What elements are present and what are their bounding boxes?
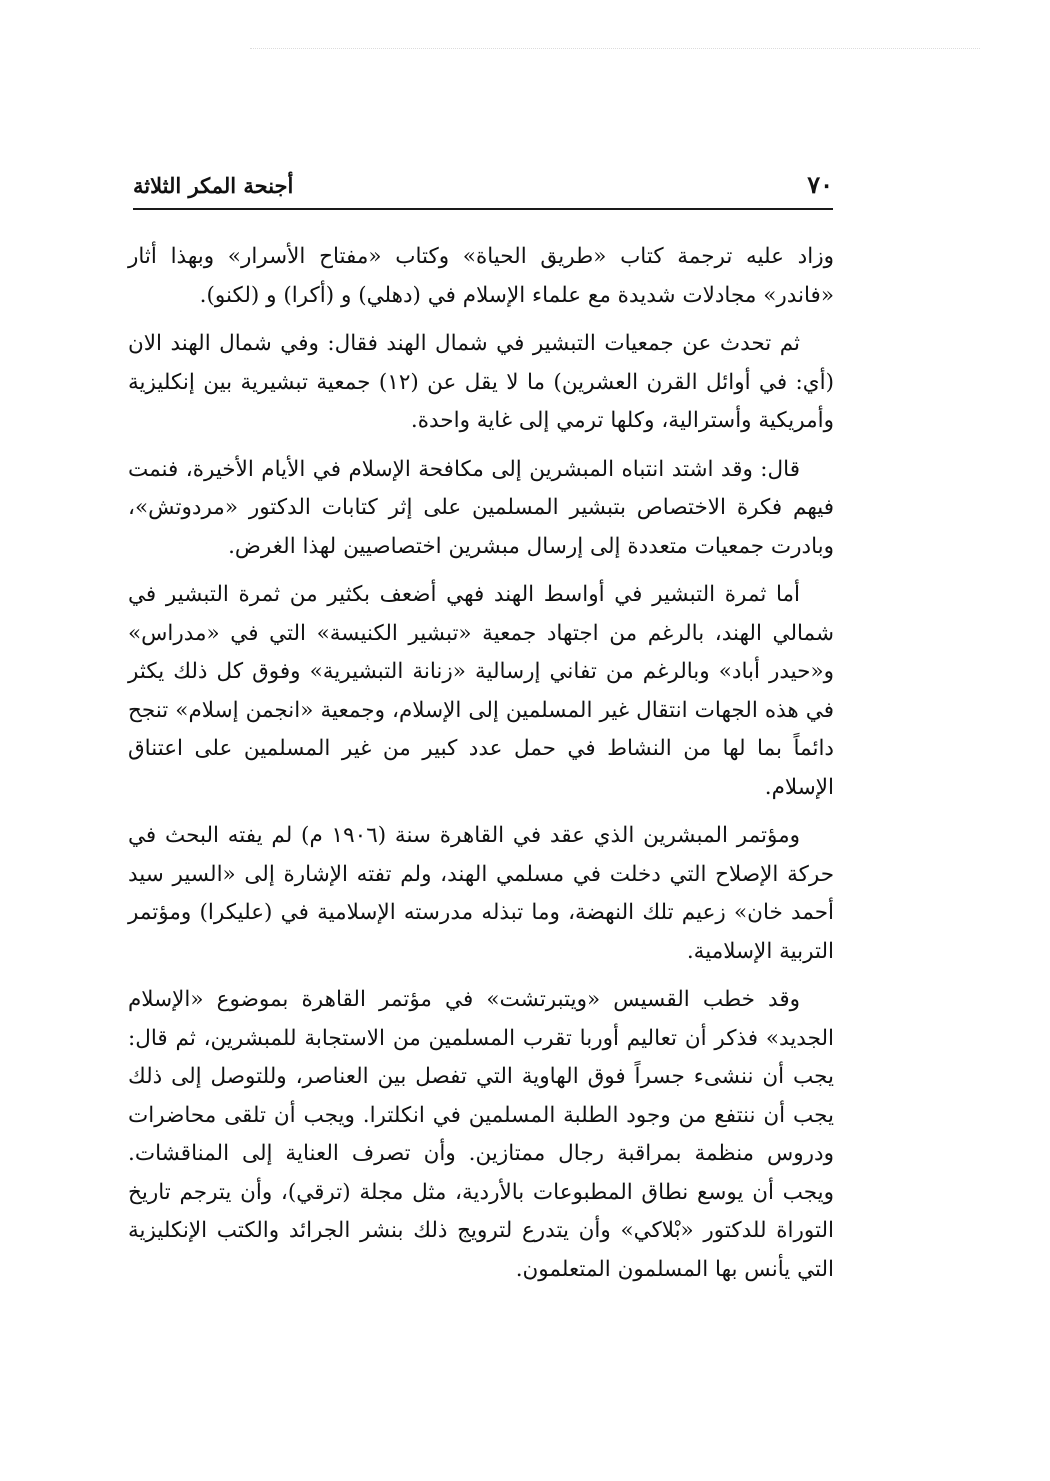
- page-number: ٧٠: [807, 170, 833, 199]
- paragraph: قال: وقد اشتد انتباه المبشرين إلى مكافحة الإسلام في الأيام الأخيرة، فنمت فيهم فكرة الاختصاص بتبشير المسلمين على إثر كتابات الدكتور «مردوتش»، وبادرت جمعيات متعددة إلى إرسال مبشرين اختصاصيين لهذا الغرض.: [128, 456, 834, 559]
- paragraph: أما ثمرة التبشير في أواسط الهند فهي أضعف بكثير من ثمرة التبشير في شمالي الهند، بالرغم من اجتهاد جمعية «تبشير الكنيسة» التي في «مدراس» و«حيدر أباد» وبالرغم من تفاني إرسالية «زنانة التبشيرية» وفوق كل ذلك يكثر في هذه الجهات انتقال غير المسلمين إلى الإسلام، وجمعية «انجمن إسلام» تنجح دائماً بما لها من النشاط في حمل عدد كبير من غير المسلمين على اعتناق الإسلام.: [128, 582, 834, 800]
- scan-artifact: [250, 48, 980, 49]
- paragraph: ومؤتمر المبشرين الذي عقد في القاهرة سنة (١٩٠٦ م) لم يفته البحث في حركة الإصلاح التي دخلت في مسلمي الهند، ولم تفته الإشارة إلى «السير سيد أحمد خان» زعيم تلك النهضة، وما تبذله مدرسته الإسلامية في (عليكرا) ومؤتمر التربية الإسلامية.: [128, 823, 834, 964]
- body-text: [128, 238, 834, 1299]
- paragraph: وزاد عليه ترجمة كتاب «طريق الحياة» وكتاب «مفتاح الأسرار» وبهذا أثار «فاندر» مجادلات شديدة مع علماء الإسلام في (دهلي) و (أكرا) و (لكنو).: [128, 244, 834, 308]
- running-title: أجنحة المكر الثلاثة: [133, 173, 294, 198]
- page-header: [133, 168, 833, 208]
- header-divider: [133, 208, 833, 210]
- paragraph: وقد خطب القسيس «ويتبرتشت» في مؤتمر القاهرة بموضوع «الإسلام الجديد» فذكر أن تعاليم أوربا تقرب المسلمين من الاستجابة للمبشرين، ثم قال: يجب أن ننشىء جسراً فوق الهاوية التي تفصل بين العناصر، وللتوصل إلى ذلك يجب أن ننتفع من وجود الطلبة المسلمين في انكلترا. ويجب أن تلقى محاضرات ودروس منظمة بمراقبة رجال ممتازين. وأن تصرف العناية إلى المناقشات. ويجب أن يوسع نطاق المطبوعات بالأردية، مثل مجلة (ترقي)، وأن يترجم تاريخ التوراة للدكتور «بْلاكي» وأن يتدرع لترويج ذلك بنشر الجرائد والكتب الإنكليزية التي يأنس بها المسلمون المتعلمون.: [128, 987, 834, 1282]
- paragraph: ثم تحدث عن جمعيات التبشير في شمال الهند فقال: وفي شمال الهند الان (أي: في أوائل القرن العشرين) ما لا يقل عن (١٢) جمعية تبشيرية بين إنكليزية وأمريكية وأسترالية، وكلها ترمي إلى غاية واحدة.: [128, 331, 834, 433]
